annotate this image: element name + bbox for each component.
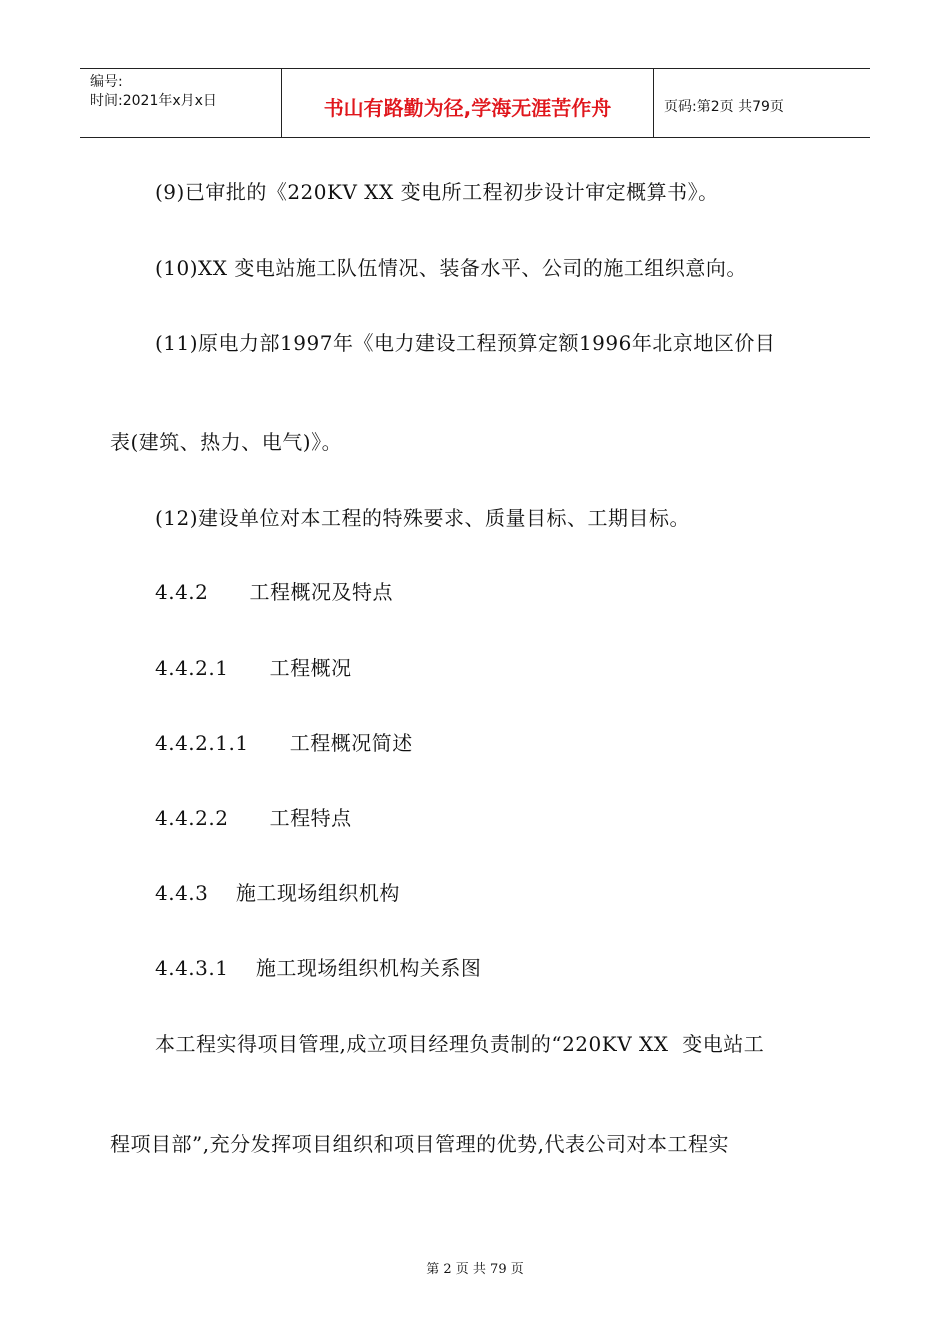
header-motto-cell	[282, 69, 654, 137]
body-line: (10)XX 变电站施工队伍情况、装备水平、公司的施工组织意向。	[155, 256, 747, 280]
header-page-cell	[654, 69, 870, 137]
header-meta-cell	[80, 69, 282, 137]
document-date-label: 时间:2021年x月x日	[90, 93, 217, 109]
document-number-label: 编号:	[90, 74, 123, 90]
section-heading: 4.4.2.2 工程特点	[155, 806, 352, 830]
header-motto: 书山有路勤为径,学海无涯苦作舟	[323, 95, 612, 120]
page-footer: 第 2 页 共 79 页	[426, 1262, 524, 1277]
section-heading: 4.4.2.1.1 工程概况简述	[155, 731, 413, 755]
page-header	[80, 68, 870, 138]
body-line: 程项目部”,充分发挥项目组织和项目管理的优势,代表公司对本工程实	[110, 1132, 729, 1156]
section-heading: 4.4.3 施工现场组织机构	[155, 881, 400, 905]
section-heading: 4.4.3.1 施工现场组织机构关系图	[155, 956, 482, 980]
body-line: (9)已审批的《220KV XX 变电所工程初步设计审定概算书》。	[155, 180, 719, 204]
section-heading: 4.4.2.1 工程概况	[155, 656, 352, 680]
header-page-code: 页码:第2页 共79页	[664, 99, 784, 115]
body-line: (11)原电力部1997年《电力建设工程预算定额1996年北京地区价目	[155, 331, 776, 355]
body-line: 本工程实得项目管理,成立项目经理负责制的“220KV XX 变电站工	[155, 1032, 765, 1056]
body-line: 表(建筑、热力、电气)》。	[110, 430, 343, 454]
section-heading: 4.4.2 工程概况及特点	[155, 580, 394, 604]
body-line: (12)建设单位对本工程的特殊要求、质量目标、工期目标。	[155, 506, 691, 530]
